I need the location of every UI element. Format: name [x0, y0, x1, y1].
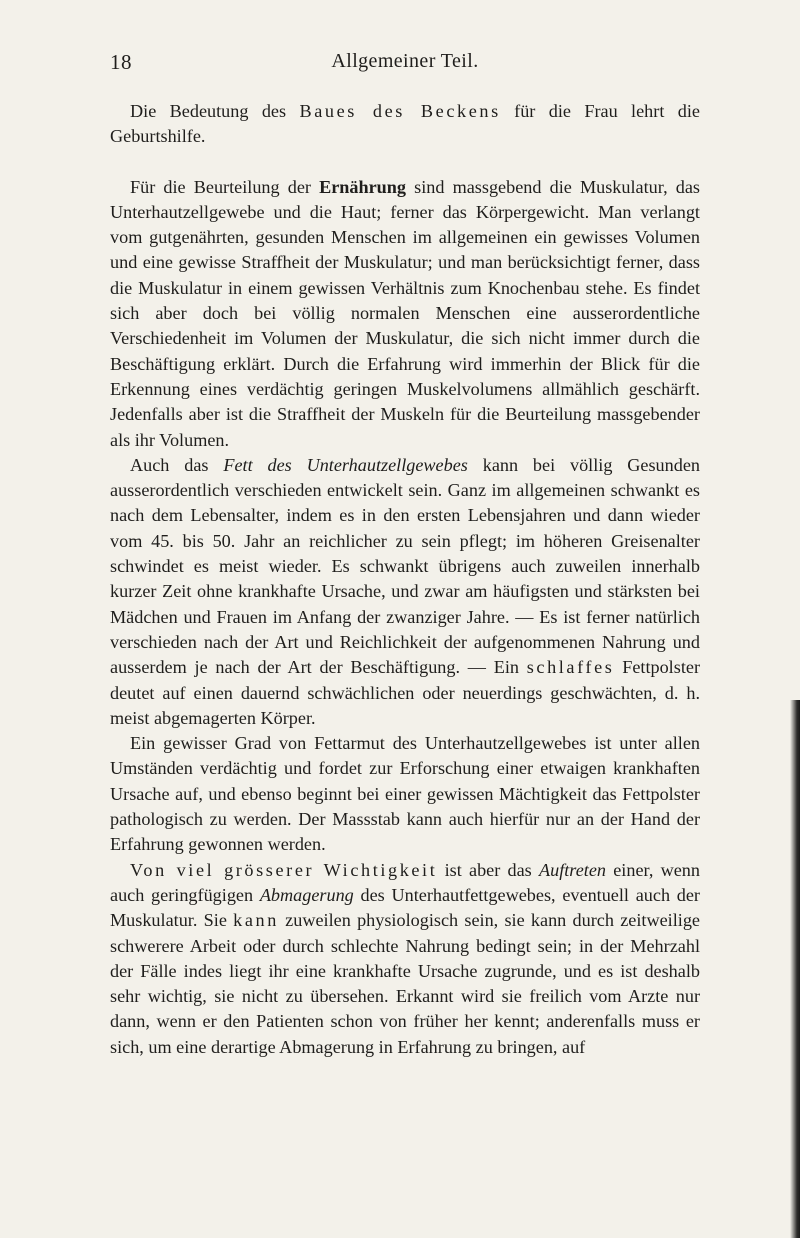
- page-number: 18: [110, 50, 132, 74]
- paragraph-becken: Die Bedeutung des Baues des Beckens für die Frau lehrt die Geburtshilfe.: [110, 101, 700, 147]
- italic-term: Auftreten: [538, 859, 606, 880]
- paragraph-fettarmut: Ein gewisser Grad von Fettarmut des Unterhautzellgewebes ist unter allen Umständen verdächtig und fordet zur Erforschung einer etwaigen krankhaften Ursache auf, und ebenso beginnt bei einer gewissen Mächtigkeit das Fettpolster pathologisch zu werden. Der Massstab kann auch hierfür nur an der Hand der Erfahrung gewonnen werden.: [110, 733, 700, 855]
- spaced-term: Von viel grösserer Wichtigkeit: [130, 859, 438, 880]
- running-head: Allgemeiner Teil.: [331, 50, 479, 72]
- paragraph-ernaehrung: Für die Beurteilung der Ernährung sind massgebend die Muskulatur, das Unterhautzellgewebe und die Haut; ferner das Körpergewicht. Man verlangt vom gutgenährten, gesunden Menschen im allgemeinen ein gewisses Volumen und eine gewisse Straffheit der Muskulatur; und man berücksichtigt ferner, dass die Muskulatur in einem gewissen Verhältnis zum Knochenbau stehe. Es findet sich aber doch bei völlig normalen Menschen eine ausserordentliche Verschiedenheit im Volumen der Muskulatur, die sich nicht immer durch die Beschäftigung erklärt. Durch die Erfahrung wird immerhin der Blick für die Erkennung eines verdächtig geringen Muskelvolumens allmählich geschärft. Jedenfalls aber ist die Straffheit der Muskeln für die Beurteilung massgebender als ihr Volumen.: [110, 176, 700, 450]
- spaced-term: schlaffes: [526, 657, 615, 678]
- scan-edge-shadow: [790, 700, 800, 1238]
- bold-term: Ernährung: [319, 176, 407, 197]
- italic-term: Fett des Unterhautzellgewebes: [223, 454, 468, 475]
- spaced-term: kann: [233, 910, 279, 931]
- page-header: [110, 50, 700, 80]
- body-text: [110, 99, 700, 1060]
- spaced-term: Baues des Beckens: [299, 101, 501, 121]
- italic-term: Abmagerung: [259, 884, 354, 905]
- paragraph-abmagerung: Von viel grösserer Wichtigkeit ist aber das Auftreten einer, wenn auch geringfügigen Abmagerung des Unterhautfettgewebes, eventuell auch der Muskulatur. Sie kann zuweilen physiologisch sein, sie kann durch zeitweilige schwerere Arbeit oder durch schlechte Nahrung bedingt sein; in der Mehrzahl der Fälle indes liegt ihr eine krankhafte Ursache zugrunde, und es ist deshalb sehr wichtig, sie nicht zu übersehen. Erkannt wird sie freilich vom Arzte nur dann, wenn er den Patienten schon von früher her kennt; anderenfalls muss er sich, um eine derartige Abmagerung in Erfahrung zu bringen, auf: [110, 859, 700, 1057]
- paragraph-fett: Auch das Fett des Unterhautzellgewebes kann bei völlig Gesunden ausserordentlich verschieden entwickelt sein. Ganz im allgemeinen schwankt es nach dem Lebensalter, indem es in den ersten Lebensjahren und dann wieder vom 45. bis 50. Jahr an reichlicher zu sein pflegt; im höheren Greisenalter schwindet es meist wieder. Es schwankt übrigens auch zuweilen innerhalb kurzer Zeit ohne krankhafte Ursache, und zwar am häufigsten und stärksten bei Mädchen und Frauen im Anfang der zwanziger Jahre. — Es ist ferner natürlich verschieden nach der Art und Reichlichkeit der aufgenommenen Nahrung und ausserdem je nach der Art der Beschäftigung. — Ein schlaffes Fettpolster deutet auf einen dauernd schwächlichen oder neuerdings geschwächten, d. h. meist abgemagerten Körper.: [110, 454, 701, 728]
